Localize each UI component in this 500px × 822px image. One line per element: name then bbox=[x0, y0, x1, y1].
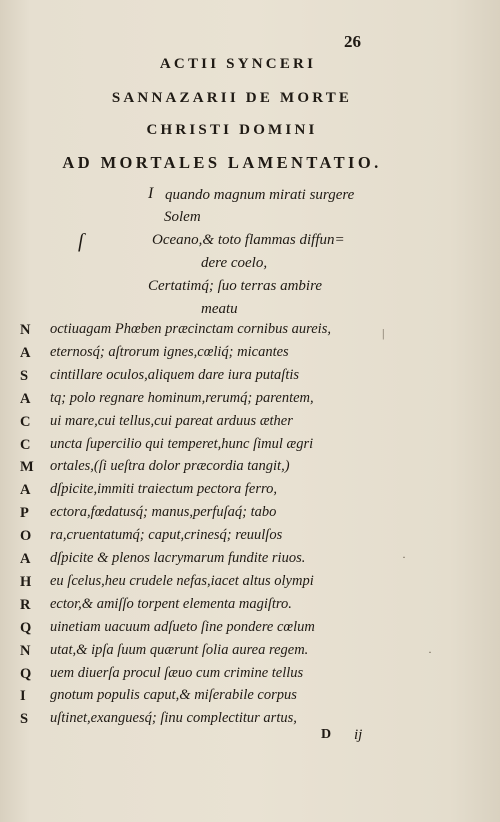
verse-initial: M bbox=[20, 459, 34, 476]
verse-initial: I bbox=[20, 688, 26, 705]
page-number: 26 bbox=[344, 32, 361, 51]
verse-initial: A bbox=[20, 344, 31, 361]
intro-line-3: Oceano,& toto flammas diffun= bbox=[152, 232, 345, 248]
verse-initial: O bbox=[20, 528, 32, 545]
verse-line bbox=[20, 505, 460, 527]
verse-text: ra,cruentatumq́; caput,crinesq́; reuulſos bbox=[50, 527, 283, 544]
verse-text: dſpicite,immiti traiectum pectora ferro, bbox=[50, 481, 277, 498]
verse-initial: Q bbox=[20, 665, 32, 682]
intro-initial-s: ſ bbox=[78, 230, 84, 252]
leaf-mark: ij bbox=[354, 727, 363, 743]
verse-text: ectora,fœdatusq́; manus,perfuſaq́; tabo bbox=[50, 504, 277, 521]
verse-line bbox=[20, 643, 460, 665]
title-line-2: SANNAZARII DE MORTE bbox=[111, 90, 353, 106]
verse-line bbox=[20, 528, 460, 550]
verse-line bbox=[20, 666, 460, 688]
verse-text: gnotum populis caput,& miſerabile corpus bbox=[50, 687, 297, 704]
intro-line-6: meatu bbox=[201, 301, 238, 317]
intro-initial-i: I bbox=[148, 185, 154, 202]
verse-line bbox=[20, 688, 460, 710]
verse-line bbox=[20, 711, 460, 733]
verse-initial: C bbox=[20, 413, 31, 430]
verse-initial: R bbox=[20, 596, 31, 613]
verse-line bbox=[20, 459, 460, 481]
verse-initial: H bbox=[20, 573, 32, 590]
signature-mark: D bbox=[321, 727, 332, 742]
intro-line-2: Solem bbox=[164, 209, 201, 225]
verse-text: dſpicite & plenos lacrymarum fundite riuos. bbox=[50, 550, 306, 566]
verse-line bbox=[20, 345, 460, 367]
verse-line bbox=[20, 574, 460, 596]
intro-line-5: Certatimq́; ſuo terras ambire bbox=[148, 278, 323, 294]
verse-initial: P bbox=[20, 505, 29, 522]
verse-text: uem diuerſa procul ſæuo cum crimine tellus bbox=[50, 664, 304, 681]
verse-text: tq; polo regnare hominum,rerumq́; parentem, bbox=[50, 389, 314, 406]
verse-text: uinetiam uacuum adſueto ſine pondere cœlum bbox=[50, 618, 315, 635]
title-line-4: AD MORTALES LAMENTATIO. bbox=[62, 153, 382, 172]
verse-line bbox=[20, 437, 460, 459]
verse-text: uſtinet,exanguesq́; ſinu complectitur artus, bbox=[50, 710, 297, 727]
verse-line bbox=[20, 551, 460, 573]
margin-dot: · bbox=[428, 645, 432, 659]
verse-initial: S bbox=[20, 367, 29, 384]
verse-text: uncta ſupercilio qui temperet,hunc ſimul ægri bbox=[50, 435, 314, 452]
verse-initial: A bbox=[20, 390, 31, 407]
margin-dot: · bbox=[402, 550, 406, 564]
verse-line bbox=[20, 391, 460, 413]
verse-initial: N bbox=[20, 322, 31, 338]
verse-line bbox=[20, 368, 460, 390]
verse-initial: Q bbox=[20, 619, 32, 636]
verse-text: ector,& amiſſo torpent elementa magiſtro. bbox=[50, 595, 292, 612]
verse-line bbox=[20, 414, 460, 436]
title-line-3: CHRISTI DOMINI bbox=[146, 122, 318, 138]
verse-text: eternosq́; aſtrorum ignes,cœliq́; micantes bbox=[50, 343, 289, 360]
verse-initial: A bbox=[20, 551, 31, 567]
verse-line bbox=[20, 482, 460, 504]
verse-line bbox=[20, 597, 460, 619]
verse-text: utat,& ipſa ſuum quærunt ſolia aurea regem. bbox=[50, 641, 309, 658]
title-line-1: ACTII SYNCERI bbox=[159, 56, 317, 72]
intro-line-4: dere coelo, bbox=[201, 255, 268, 271]
verse-text: octiuagam Phœben præcinctam cornibus aureis, bbox=[50, 321, 331, 337]
verse-line bbox=[20, 322, 460, 344]
verse-text: ui mare,cui tellus,cui pareat arduus æther bbox=[50, 412, 293, 429]
verse-text: eu ſcelus,heu crudele nefas,iacet altus olympi bbox=[50, 572, 314, 589]
intro-line-1: quando magnum mirati surgere bbox=[165, 187, 355, 203]
margin-mark: | bbox=[382, 326, 385, 340]
verse-text: cintillare oculos,aliquem dare iura putaſtis bbox=[50, 366, 300, 383]
verse-line bbox=[20, 620, 460, 642]
verse-initial: C bbox=[20, 436, 31, 453]
verse-text: ortales,(ſi ueſtra dolor præcordia tangit,) bbox=[50, 458, 290, 475]
verse-initial: N bbox=[20, 642, 31, 659]
verse-initial: S bbox=[20, 711, 29, 728]
verse-initial: A bbox=[20, 482, 31, 499]
